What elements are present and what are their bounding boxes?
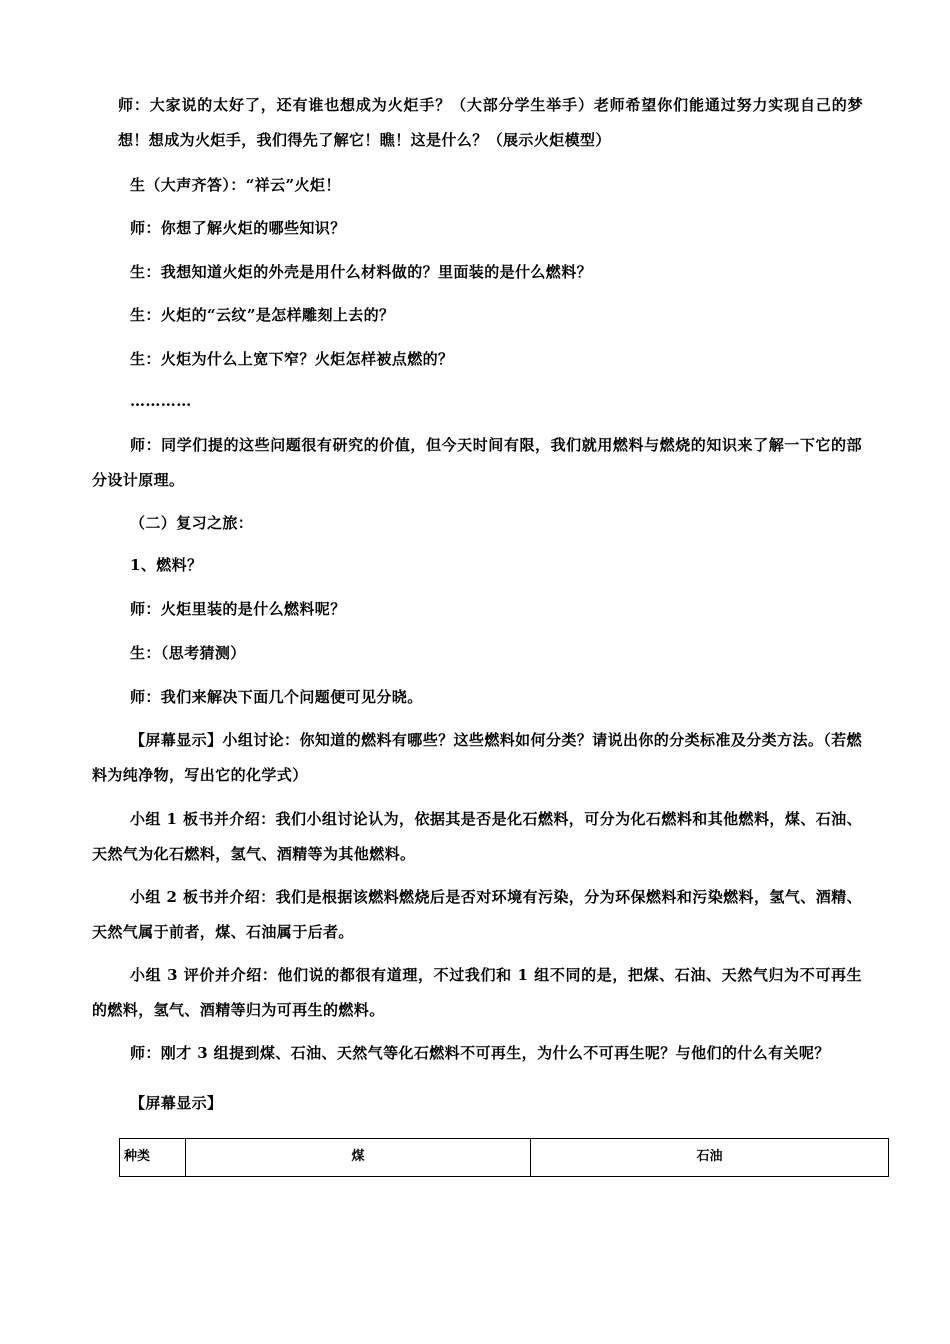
table-header-coal: 煤: [186, 1139, 531, 1177]
section-heading-review: （二）复习之旅：: [130, 514, 254, 532]
table-row: [120, 1139, 889, 1177]
subheading-fuel: 1、燃料？: [130, 556, 203, 574]
paragraph-group-2: 小组 2 板书并介绍：我们是根据该燃料燃烧后是否对环境有污染，分为环保燃料和污染燃料，氢气、酒精、天然气属于前者，煤、石油属于后者。: [92, 888, 862, 941]
paragraph-ellipsis: …………: [130, 392, 192, 410]
paragraph-group-1: 小组 1 板书并介绍：我们小组讨论认为，依据其是否是化石燃料，可分为化石燃料和其他燃料，煤、石油、天然气为化石燃料，氢气、酒精等为其他燃料。: [92, 810, 862, 863]
fuel-table: [119, 1138, 889, 1177]
table-header-petroleum: 石油: [531, 1139, 889, 1177]
paragraph-teacher-solve: 师：我们来解决下面几个问题便可见分晓。: [130, 688, 423, 706]
paragraph-teacher-question: 师：你想了解火炬的哪些知识？: [130, 219, 346, 237]
paragraph-student-cloud: 生：火炬的“云纹”是怎样雕刻上去的？: [130, 306, 395, 324]
paragraph-student-thinking: 生：（思考猜测）: [130, 644, 246, 662]
paragraph-teacher-fuel-question: 师：火炬里装的是什么燃料呢？: [130, 600, 346, 618]
paragraph-group-3: 小组 3 评价并介绍：他们说的都很有道理，不过我们和 1 组不同的是，把煤、石油、天然气归为不可再生的燃料，氢气、酒精等归为可再生的燃料。: [92, 966, 862, 1019]
table-header-kind: 种类: [120, 1139, 186, 1177]
paragraph-screen-display: 【屏幕显示】: [130, 1094, 223, 1112]
paragraph-student-material: 生：我想知道火炬的外壳是用什么材料做的？里面装的是什么燃料？: [130, 263, 593, 281]
paragraph-student-shape: 生：火炬为什么上宽下窄？火炬怎样被点燃的？: [130, 350, 454, 368]
paragraph-torch-intro: 师：大家说的太好了，还有谁也想成为火炬手？（大部分学生举手）老师希望你们能通过努力实现自己的梦想！想成为火炬手，我们得先了解它！瞧！这是什么？（展示火炬模型）: [118, 96, 863, 149]
paragraph-teacher-nonrenewable: 师：刚才 3 组提到煤、石油、天然气等化石燃料不可再生，为什么不可再生呢？与他们的什么有关呢？: [130, 1044, 830, 1062]
paragraph-students-answer: 生（大声齐答）：“祥云”火炬！: [130, 176, 341, 194]
paragraph-teacher-summary: 师：同学们提的这些问题很有研究的价值，但今天时间有限，我们就用燃料与燃烧的知识来了解一下它的部分设计原理。: [92, 436, 862, 489]
paragraph-screen-discussion: 【屏幕显示】小组讨论：你知道的燃料有哪些？这些燃料如何分类？请说出你的分类标准及分类方法。（若燃料为纯净物，写出它的化学式）: [92, 731, 862, 784]
